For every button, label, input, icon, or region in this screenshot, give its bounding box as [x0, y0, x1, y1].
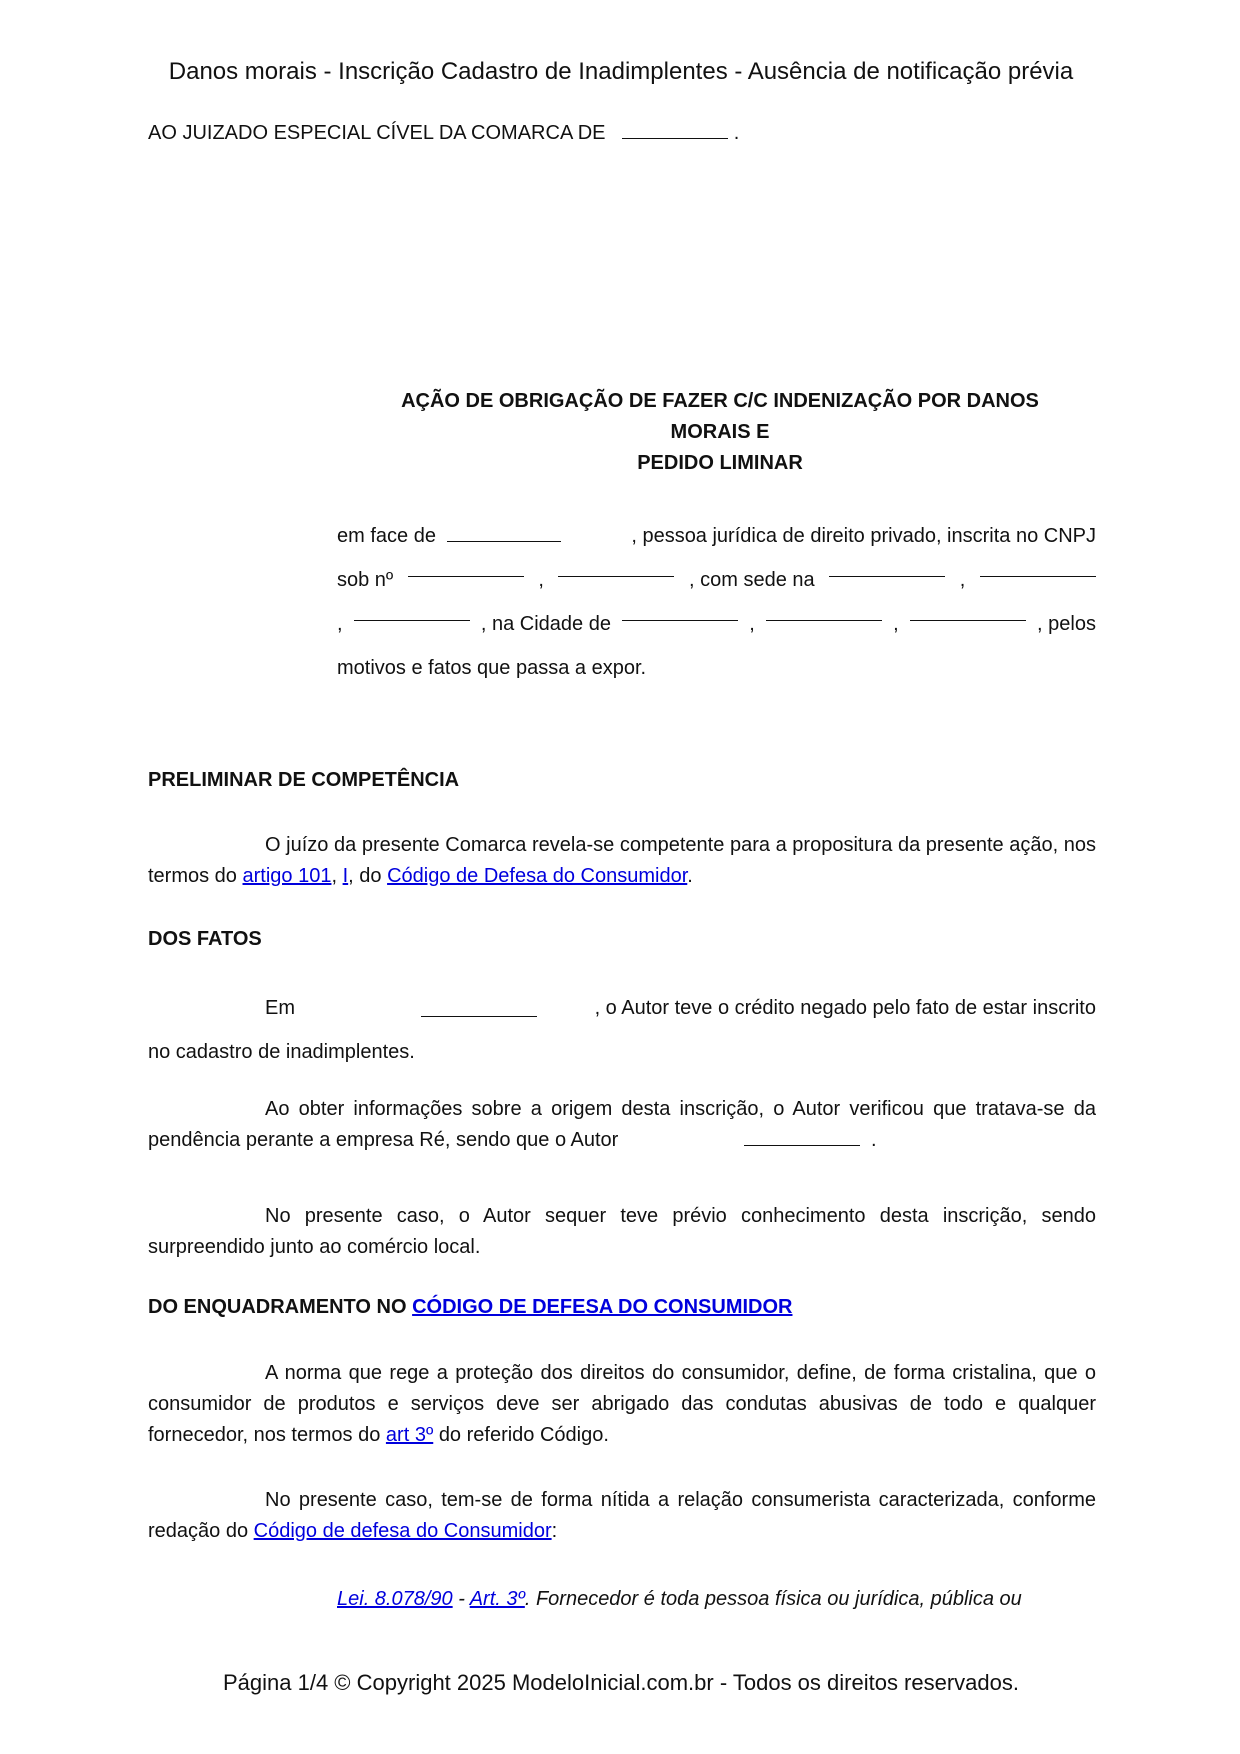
blank-field[interactable] [447, 523, 561, 542]
parties-text: , [893, 613, 899, 635]
link-lei-8078[interactable]: Lei. 8.078/90 [337, 1588, 453, 1610]
paragraph-text: do referido Código. [438, 1424, 609, 1446]
link-art-3[interactable]: art 3º [385, 1424, 434, 1446]
separator: . [871, 1129, 877, 1151]
parties-line-3 [337, 602, 1096, 646]
paragraph-text: no cadastro de inadimplentes. [148, 1041, 415, 1063]
blank-field[interactable] [980, 558, 1096, 577]
title-line-2: MORAIS E [670, 421, 770, 443]
paragraph-text: , o Autor teve o crédito negado pelo fato de estar inscrito [594, 997, 1096, 1019]
separator: , [331, 865, 338, 887]
section-heading-competencia: PRELIMINAR DE COMPETÊNCIA [148, 769, 460, 791]
heading-text: DO ENQUADRAMENTO NO [148, 1296, 407, 1318]
parties-text: , pelos [1037, 613, 1096, 635]
paragraph-fatos-1 [148, 986, 1096, 1074]
paragraph-text: Ao obter informações sobre a origem desta inscrição, o Autor verificou que tratava-se da pendência perante a empresa Ré, sendo que o Autor [148, 1098, 1096, 1151]
link-inciso-i[interactable]: I [342, 865, 349, 887]
separator: . [687, 865, 693, 887]
paragraph-text: No presente caso, o Autor sequer teve prévio conhecimento desta inscrição, sendo surpreendido junto ao comércio local. [148, 1205, 1096, 1258]
blank-field[interactable] [744, 1127, 860, 1146]
court-address [148, 120, 739, 145]
parties-line-4: motivos e fatos que passa a expor. [337, 657, 647, 679]
paragraph-text: O juízo da presente Comarca revela-se competente para a propositura da presente ação, nos termos do [148, 834, 1096, 887]
separator: , do [348, 865, 382, 887]
parties-text: , pessoa jurídica de direito privado, inscrita no CNPJ [631, 525, 1096, 547]
paragraph-fatos-2 [148, 1094, 1096, 1156]
parties-text: , na Cidade de [480, 613, 611, 635]
section-heading-fatos: DOS FATOS [148, 928, 262, 950]
paragraph-text: Em [265, 997, 295, 1019]
parties-text: , [959, 569, 966, 591]
page-footer: Página 1/4 © Copyright 2025 ModeloInicial.com.br - Todos os direitos reservados. [223, 1670, 1019, 1695]
parties-text: , [538, 569, 544, 591]
legal-quote [337, 1588, 1096, 1611]
action-title [340, 386, 1100, 479]
separator: - [458, 1588, 465, 1610]
blank-field[interactable] [910, 602, 1026, 621]
link-quote-art-3[interactable]: Art. 3º [469, 1588, 525, 1610]
paragraph-fatos-3 [148, 1201, 1096, 1263]
blank-field[interactable] [766, 602, 882, 621]
link-codigo-defesa-consumidor[interactable]: Código de Defesa do Consumidor [387, 865, 688, 887]
paragraph-enquadramento-2 [148, 1485, 1096, 1547]
document-header: Danos morais - Inscrição Cadastro de Inadimplentes - Ausência de notificação prévia [168, 58, 1074, 85]
parties-paragraph [337, 514, 1096, 690]
blank-field[interactable] [622, 602, 738, 621]
parties-line-2 [337, 558, 1096, 602]
quote-text: . Fornecedor é toda pessoa física ou jurídica, pública ou [524, 1588, 1022, 1610]
separator: : [551, 1520, 558, 1542]
court-text: AO JUIZADO ESPECIAL CÍVEL DA COMARCA DE [148, 122, 606, 144]
blank-field[interactable] [421, 998, 537, 1017]
section-heading-enquadramento [148, 1296, 792, 1319]
link-cdc-heading[interactable]: CÓDIGO DE DEFESA DO CONSUMIDOR [412, 1296, 793, 1318]
link-codigo-defesa-consumidor-2[interactable]: Código de defesa do Consumidor [253, 1520, 552, 1542]
parties-text: , com sede na [689, 569, 815, 591]
parties-line-1 [337, 514, 1096, 558]
paragraph-enquadramento-1 [148, 1358, 1096, 1451]
paragraph-text: A norma que rege a proteção dos direitos do consumidor, define, de forma cristalina, que o consumidor de produtos e serviços deve ser abrigado das condutas abusivas de todo e qualquer fornecedor, nos termos do [148, 1362, 1096, 1446]
title-line-1: AÇÃO DE OBRIGAÇÃO DE FAZER C/C INDENIZAÇÃO POR DANOS [401, 390, 1039, 412]
blank-field[interactable] [354, 602, 470, 621]
court-blank[interactable] [622, 120, 728, 139]
title-line-3: PEDIDO LIMINAR [637, 452, 803, 474]
blank-field[interactable] [408, 558, 524, 577]
parties-text: sob nº [337, 569, 394, 591]
blank-field[interactable] [558, 558, 674, 577]
paragraph-competencia [148, 830, 1096, 892]
link-artigo-101[interactable]: artigo 101 [242, 865, 332, 887]
parties-text: , [749, 613, 755, 635]
parties-text: , [337, 613, 343, 635]
parties-text: em face de [337, 525, 436, 547]
blank-field[interactable] [829, 558, 945, 577]
paragraph-text: No presente caso, tem-se de forma nítida a relação consumerista caracterizada, conforme redação do [148, 1489, 1096, 1542]
court-end: . [733, 122, 740, 144]
